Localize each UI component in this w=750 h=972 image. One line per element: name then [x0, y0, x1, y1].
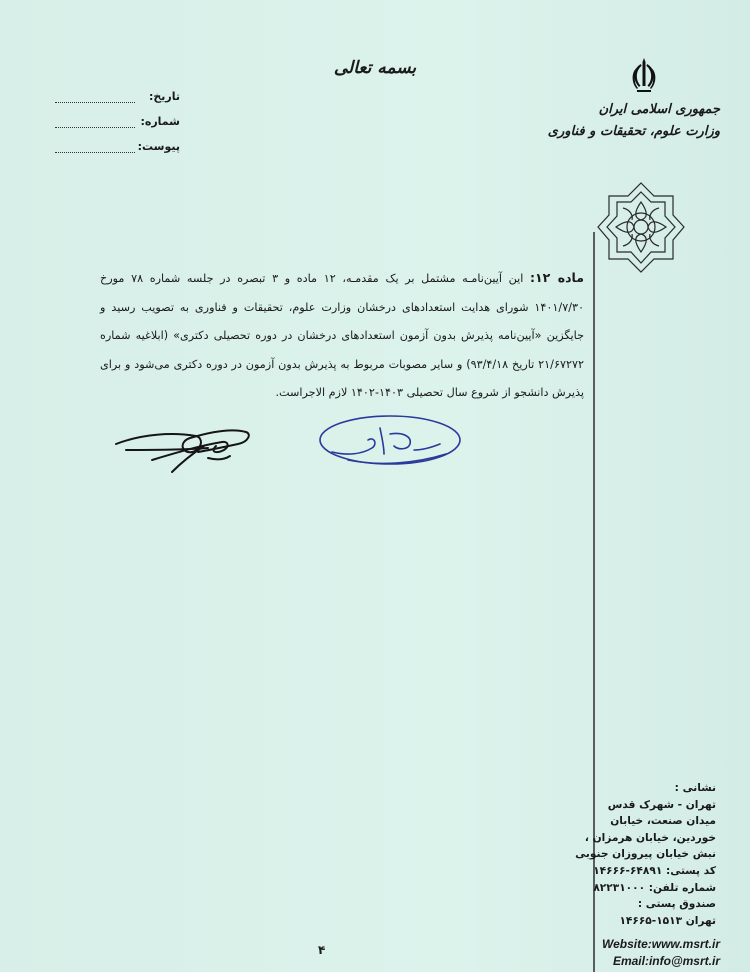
date-field [55, 90, 180, 108]
po-box-label: صندوق پستی : [637, 898, 716, 911]
address-line: میدان صنعت، خیابان [610, 815, 716, 828]
address-line: خوردین، خیابان هرمزان ، [584, 831, 716, 844]
page-number: ۴ [318, 943, 326, 957]
address-block [566, 780, 716, 929]
phone-number: شماره تلفن: ۸۲۲۳۱۰۰۰ [593, 881, 716, 894]
ornament-icon [596, 180, 686, 275]
address-line: نبش خیابان پیروزان جنوبی [575, 848, 716, 861]
website-link[interactable]: Website:www.msrt.ir [601, 937, 720, 951]
address-line: تهران - شهرک قدس [607, 798, 716, 811]
org-line-1: جمهوری اسلامی ایران [598, 102, 720, 117]
date-label: تاریخ: [148, 90, 180, 103]
number-label: شماره: [140, 115, 180, 128]
po-box-value: تهران ۱۵۱۳-۱۴۶۶۵ [619, 914, 716, 927]
postal-code: کد پستی: ۶۴۸۹۱-۱۴۶۶۶ [593, 864, 716, 877]
signature-left [112, 420, 254, 474]
number-dotted-line [55, 127, 135, 128]
attachment-label: پیوست: [137, 140, 180, 153]
basmala-heading: بسمه تعالی [333, 58, 417, 78]
article-text: این آیین‌نامـه مشتمل بر یک مقدمـه، ۱۲ ماده و ۳ تبصره در جلسه شماره ۷۸ مورخ ۱۴۰۱/۷/۳۰ شورای هدایت استعدادهای درخشان وزارت علوم، تحقیقات و فناوری به تصویب رسید و جایگزین «آیین‌نامه پذیرش بدون آزمون استعدادهای درخشان در دوره تحصیلی دکتری» (ابلاغیه شماره ۲۱/۶۷۲۷۲ تاریخ ۹۳/۴/۱۸) و سایر مصوبات مربوط به پذیرش بدون آزمون در دوره دکتری می‌شود و برای پذیرش دانشجو از شروع سال تحصیلی ۱۴۰۳-۱۴۰۲ لازم الاجراست. [100, 272, 584, 399]
article-title: ماده ۱۲: [530, 270, 584, 285]
address-line: نشانی : [674, 782, 716, 794]
signature-right [318, 414, 462, 470]
number-field [55, 115, 180, 133]
attachment-field [55, 140, 180, 158]
iran-emblem-icon [628, 56, 660, 96]
attachment-dotted-line [55, 152, 135, 153]
org-line-2: وزارت علوم، تحقیقات و فناوری [547, 124, 720, 139]
article-12 [100, 264, 584, 408]
date-dotted-line [55, 102, 135, 103]
email-link[interactable]: Email:info@msrt.ir [612, 954, 720, 968]
